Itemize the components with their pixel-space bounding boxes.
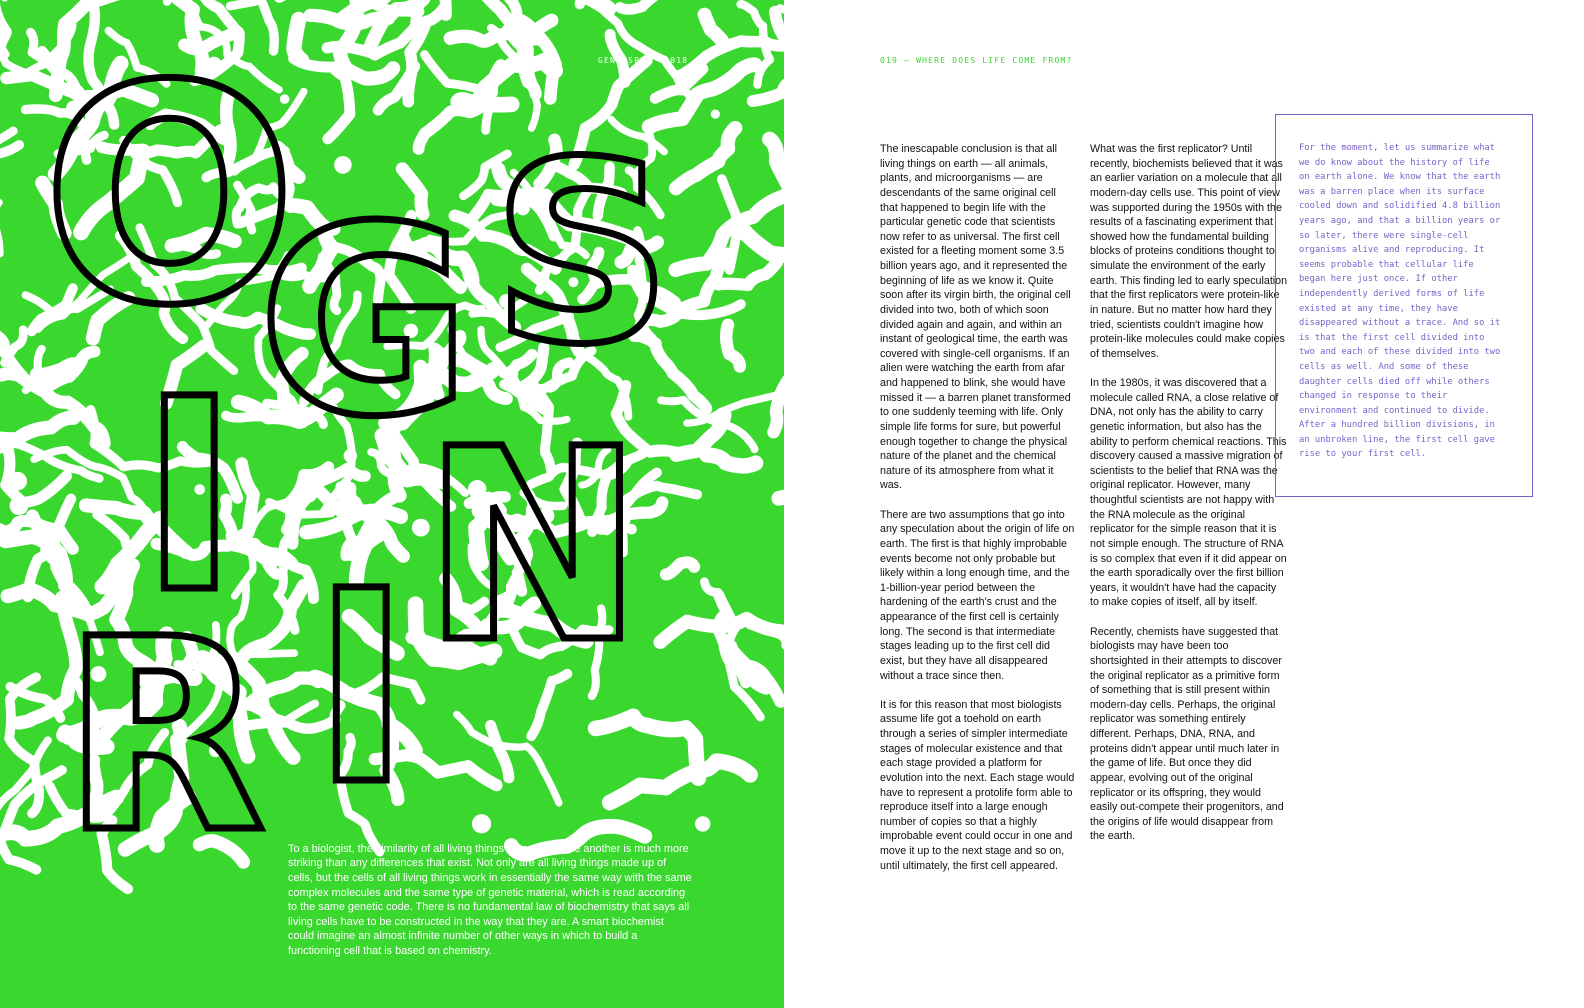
paragraph: What was the first replicator? Until recently, biochemists believed that it was an earlier variation on a molecule that all modern-day cells use. This point of view was supported during the 1950s with the results of a fascinating experiment that showed how the fundamental building blocks of proteins conditions thought to simulate the environment of the early earth. This finding led to early speculation that the first replicators were protein-like in nature. But no matter how hard they tried, scientists couldn't imagine how protein-like molecules could make copies of themselves. <box>1090 143 1288 360</box>
sidebar-text: For the moment, let us summarize what we do know about the history of life on earth alone. We know that the earth was a barren place when its surface cooled down and solidified 4.8 billion years ago, and that a billion years or so later, there were single-cell organisms alive and reproducing. It seems probable that cellular life began here just once. If other independently derived forms of life existed at any time, they have disappeared without a trace. And so it is that the first cell divided into two and each of these divided into two cells as well. And some of these daughter cells died off while others changed in response to their environment and continued to divide. After a hundred billion divisions, in an unbroken line, the first cell gave rise to your first cell. <box>1299 143 1501 460</box>
title-letter-n: N <box>422 393 644 701</box>
body-column-2 <box>1090 142 1288 859</box>
intro-caption: To a biologist, the similarity of all living things on earth to one another is much more striking than any differences that exist. Not only are all living things made up of cells, but the cells of all living things work in essentially the same way with the same complex molecules and the same type of genetic material, which is read according to the same genetic code. There is no fundamental law of biochemistry that says all living cells have to be constructed in the way that they are. A smart biochemist could imagine an almost infinite number of other ways in which to build a functioning cell that is based on chemistry. <box>288 842 692 958</box>
body-column-1 <box>880 142 1076 888</box>
paragraph: Recently, chemists have suggested that biologists may have been too shortsighted in their attempts to discover the original replicator as a primitive form of something that is still present within modern-day cells. Perhaps, the original replicator was something entirely different. Perhaps, DNA, RNA, and proteins didn't appear until much later in the game of life. But once they did appear, evolving out of the original replicator or its offspring, they would easily out-compete their progenitors, and the origins of life would disappear from the earth. <box>1090 625 1284 843</box>
paragraph: There are two assumptions that go into any speculation about the origin of life on earth. The first is that highly improbable events become not only probable but likely within a long enough time, and the 1-billion-year period between the hardening of the earth's crust and the appearance of the first cell is certainly long. The second is that intermediate stages leading up to the first cell did exist, but they have all disappeared without a trace since then. <box>880 508 1075 682</box>
title-letter-o: O <box>42 22 298 371</box>
running-head-left: GENE SPEW — 018 <box>598 56 689 65</box>
title-letter-s: S <box>492 108 673 399</box>
title-letter-r: R <box>62 583 267 891</box>
title-letter-g: G <box>258 172 472 474</box>
paragraph: In the 1980s, it was discovered that a molecule called RNA, a close relative of DNA, not only has the ability to carry genetic information, but also has the ability to perform chemical reactions. This discovery caused a massive migration of scientists to the belief that RNA was the original replicator. However, many thoughtful scientists are not happy with the RNA molecule as the original replicator for the simple reason that it is not simple enough. The structure of RNA is so complex that even if it did appear on the earth sporadically over the first billion years, it wouldn't have had the capacity to make copies of itself, all by itself. <box>1090 377 1287 609</box>
right-page <box>784 0 1584 1008</box>
paragraph: The inescapable conclusion is that all living things on earth — all animals, plants, and microorganisms — are descendants of the same original cell that happened to begin life with the particular genetic code that scientists now refer to as universal. The first cell existed for a fleeting moment some 3.5 billion years ago, and it represented the beginning of life as we know it. Quite soon after its virgin birth, the original cell divided into two, both of which soon divided again and again, and within an instant of geological time, the earth was covered with single-cell organisms. If an alien were watching the earth from afar and happened to blink, she would have missed it — a barren planet transformed to one suddenly teeming with life. Only simple life forms for sure, but powerful enough together to change the physical nature of the planet and the chemical nature of its atmosphere from what it was. <box>880 143 1071 492</box>
paragraph: It is for this reason that most biologists assume life got a toehold on earth through a series of simpler intermediate stages of molecular existence and that each stage provided a platform for evolution into the next. Each stage would have to represent a protolife form able to reproduce itself into a large enough number of copies so that a highly improbable event could occur in one and move it up to the next stage and so on, until ultimately, the first cell appeared. <box>880 698 1075 872</box>
left-page <box>0 0 784 1008</box>
running-head-right: 019 — WHERE DOES LIFE COME FROM? <box>880 56 1073 65</box>
title-letter-i-upper: I <box>140 343 239 651</box>
title-letter-i-lower: I <box>312 535 411 843</box>
